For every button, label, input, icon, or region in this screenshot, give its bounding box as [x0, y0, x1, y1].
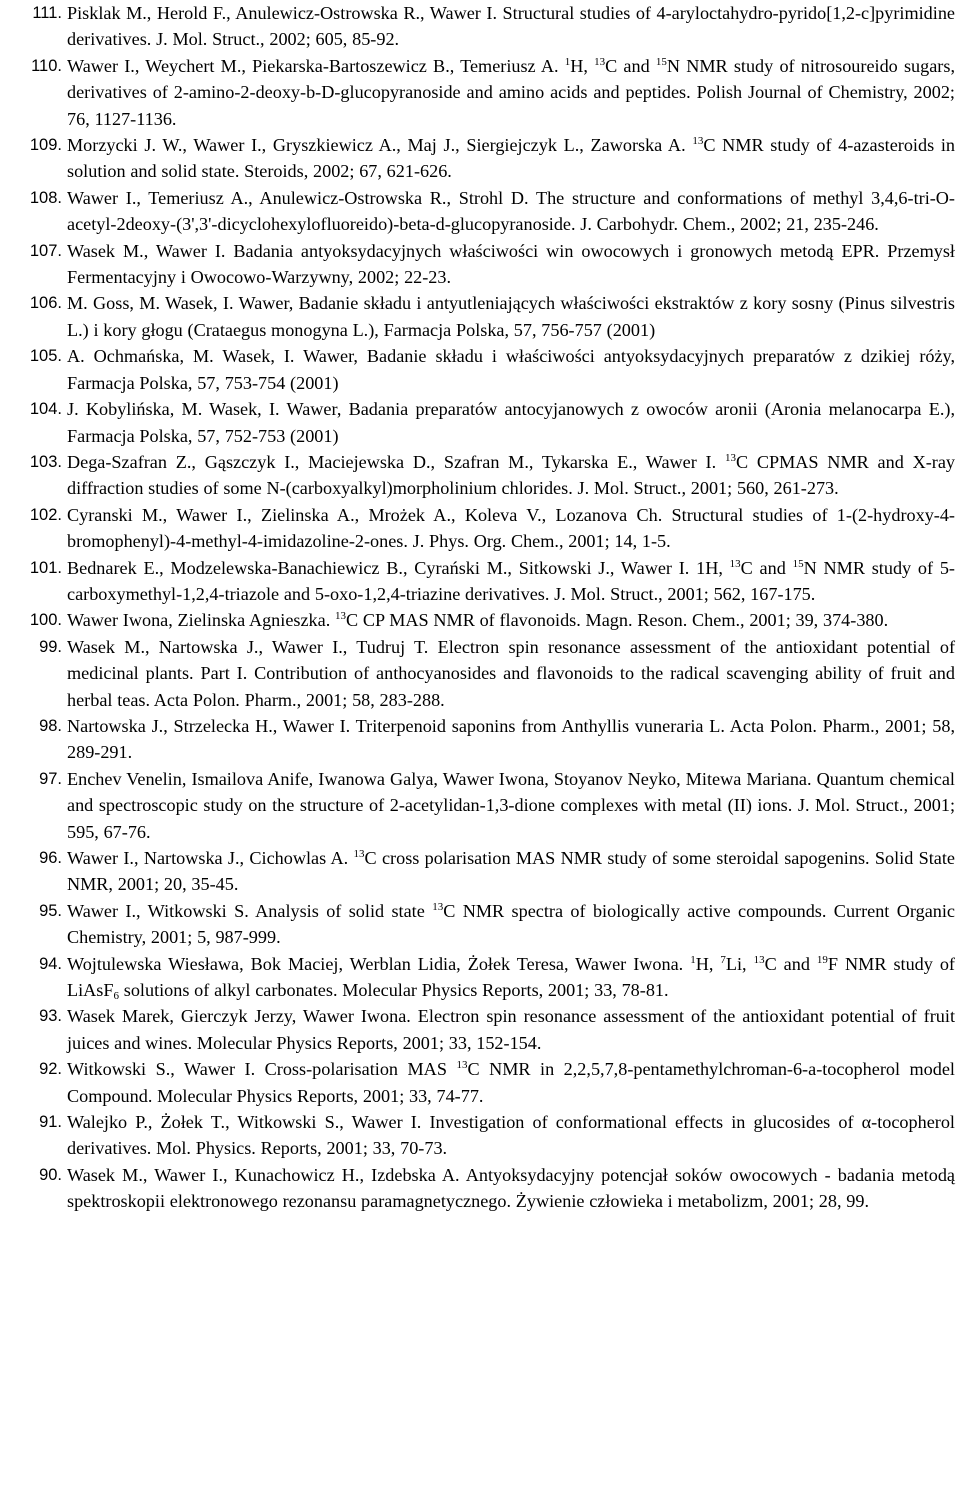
reference-text-segment: Li, — [725, 953, 754, 974]
isotope-superscript: 1 — [564, 55, 571, 68]
reference-number: 91. — [39, 1113, 62, 1132]
reference-text-segment: Enchev Venelin, Ismailova Anife, Iwanowa Galya, Wawer Iwona, Stoyanov Neyko, Mitewa Mariana. Quantum chemical and spectroscopic study on the structure of 2-acetylidan-1,3-dione complexes with metal (II) ions. J. Mol. Struct., 2001; 595, 67-76. — [67, 768, 955, 842]
reference-text — [67, 1056, 955, 1109]
reference-number: 104. — [29, 400, 62, 419]
reference-entry — [0, 713, 960, 766]
reference-entry — [0, 845, 960, 898]
isotope-superscript: 19 — [816, 953, 828, 966]
reference-text — [67, 1003, 955, 1056]
reference-number: 94. — [39, 954, 62, 973]
reference-text-segment: H, — [695, 953, 721, 974]
reference-text — [67, 132, 955, 185]
reference-text-segment: C cross polarisation MAS NMR study of some steroidal sapogenins. Solid State NMR, 2001; 20, 35-45. — [67, 848, 955, 895]
reference-entry — [0, 555, 960, 608]
reference-number: 110. — [31, 56, 62, 75]
reference-entry — [0, 898, 960, 951]
reference-text-segment: H, — [570, 55, 595, 76]
reference-text-segment: A. Ochmańska, M. Wasek, I. Wawer, Badanie składu i właściwości antyoksydacyjnych preparatów z dzikiej róży, Farmacja Polska, 57, 753-754 (2001) — [67, 346, 955, 393]
reference-text — [67, 53, 955, 132]
reference-text-segment: solutions of alkyl carbonates. Molecular Physics Reports, 2001; 33, 78-81. — [119, 980, 669, 1001]
isotope-superscript: 13 — [432, 900, 444, 913]
reference-text — [67, 290, 955, 343]
isotope-superscript: 1 — [690, 953, 696, 966]
isotope-superscript: 13 — [729, 557, 741, 570]
reference-text — [67, 951, 955, 1004]
reference-number: 101. — [29, 558, 62, 577]
isotope-superscript: 15 — [792, 557, 804, 570]
reference-text-segment: Walejko P., Żołek T., Witkowski S., Wawer I. Investigation of conformational effects in glucosides of α-tocopherol derivatives. Mol. Physics. Reports, 2001; 33, 70-73. — [67, 1112, 955, 1159]
reference-entry — [0, 185, 960, 238]
reference-text-segment: Wasek M., Wawer I., Kunachowicz H., Izdebska A. Antyoksydacyjny potencjał soków owocowych - badania metodą spektroskopii elektronowego rezonansu paramagnetycznego. Żywienie człowieka i metabolizm, 2001; 28, 99. — [67, 1164, 955, 1212]
reference-text-segment: Morzycki J. W., Wawer I., Gryszkiewicz A., Maj J., Siergiejczyk L., Zaworska A. — [67, 135, 693, 156]
reference-text — [67, 845, 955, 898]
reference-number: 105. — [29, 347, 62, 366]
reference-number: 99. — [39, 637, 62, 656]
reference-text-segment: Wawer Iwona, Zielinska Agnieszka. — [67, 610, 336, 631]
reference-number: 106. — [29, 294, 62, 313]
reference-text-segment: Witkowski S., Wawer I. Cross-polarisation MAS — [67, 1059, 457, 1080]
formula-subscript: 6 — [113, 990, 119, 1003]
reference-text — [67, 185, 955, 238]
reference-entry — [0, 634, 960, 713]
reference-text — [67, 396, 955, 449]
isotope-superscript: 13 — [753, 953, 765, 966]
reference-number: 102. — [29, 505, 62, 524]
reference-number: 98. — [39, 716, 62, 735]
reference-number: 107. — [29, 241, 62, 260]
isotope-superscript: 15 — [655, 55, 667, 68]
reference-text-segment: C NMR spectra of biologically active compounds. Current Organic Chemistry, 2001; 5, 987-999. — [67, 900, 955, 948]
reference-entry — [0, 1109, 960, 1162]
isotope-superscript: 13 — [692, 135, 704, 148]
reference-text-segment: Bednarek E., Modzelewska-Banachiewicz B., Cyrański M., Sitkowski J., Wawer I. 1H, — [67, 557, 730, 578]
reference-text-segment: Wawer I., Witkowski S. Analysis of solid state — [67, 900, 433, 921]
reference-number: 95. — [39, 901, 62, 920]
reference-entry — [0, 396, 960, 449]
reference-entry — [0, 951, 960, 1004]
reference-number: 90. — [39, 1165, 62, 1184]
reference-text-segment: N NMR study of nitrosoureido sugars, derivatives of 2-amino-2-deoxy-b-D-glucopyranoside and amino acids and peptides. Polish Journal of Chemistry, 2002; 76, 1127-1136. — [67, 55, 955, 129]
isotope-superscript: 7 — [720, 953, 726, 966]
reference-entry — [0, 1003, 960, 1056]
reference-text-segment: Dega-Szafran Z., Gąszczyk I., Maciejewska D., Szafran M., Tykarska E., Wawer I. — [67, 451, 725, 472]
reference-text-segment: Wasek M., Wawer I. Badania antyoksydacyjnych właściwości win owocowych i gronowych metodą EPR. Przemysł Fermentacyjny i Owocowo-Warzywny, 2002; 22-23. — [67, 240, 955, 288]
reference-text — [67, 1162, 955, 1215]
reference-text-segment: C and — [764, 953, 817, 974]
reference-text-segment: Nartowska J., Strzelecka H., Wawer I. Triterpenoid saponins from Anthyllis vuneraria L. Acta Polon. Pharm., 2001; 58, 289-291. — [67, 715, 955, 763]
reference-entry — [0, 0, 960, 53]
isotope-superscript: 13 — [456, 1059, 468, 1072]
reference-text — [67, 502, 955, 555]
reference-text-segment: C and — [605, 55, 656, 76]
reference-text-segment: J. Kobylińska, M. Wasek, I. Wawer, Badania preparatów antocyjanowych z owoców aronii (Aronia melanocarpa E.), Farmacja Polska, 57, 752-753 (2001) — [67, 399, 955, 446]
reference-number: 97. — [39, 769, 62, 788]
reference-entry — [0, 238, 960, 291]
reference-number: 100. — [29, 611, 62, 630]
reference-text-segment: C NMR in 2,2,5,7,8-pentamethylchroman-6-a-tocopherol model Compound. Molecular Physics Reports, 2001; 33, 74-77. — [67, 1059, 955, 1106]
isotope-superscript: 13 — [353, 848, 365, 860]
reference-entry — [0, 607, 960, 633]
reference-text-segment: Wawer I., Temeriusz A., Anulewicz-Ostrowska R., Strohl D. The structure and conformations of methyl 3,4,6-tri-O-acetyl-2deoxy-(3',3'-dicyclohexylofluoreido)-beta-d-glucopyranoside. J. Carbohydr. Chem., 2002; 21, 235-246. — [67, 187, 955, 235]
reference-text-segment: C NMR study of 4-azasteroids in solution and solid state. Steroids, 2002; 67, 621-626. — [67, 135, 955, 182]
reference-text — [67, 634, 955, 713]
reference-entry — [0, 343, 960, 396]
reference-text — [67, 238, 955, 291]
reference-text-segment: M. Goss, M. Wasek, I. Wawer, Badanie składu i antyutleniających właściwości ekstraktów z kory sosny (Pinus silvestris L.) i kory głogu (Crataegus monogyna L.), Farmacja Polska, 57, 756-757 (2001) — [67, 293, 955, 340]
reference-text-segment: Wawer I., Weychert M., Piekarska-Bartoszewicz B., Temeriusz A. — [67, 55, 565, 76]
reference-number: 111. — [32, 4, 62, 22]
reference-entry — [0, 53, 960, 132]
reference-number: 92. — [39, 1060, 62, 1079]
reference-text-segment: Wojtulewska Wiesława, Bok Maciej, Werblan Lidia, Żołek Teresa, Wawer Iwona. — [67, 953, 691, 974]
reference-text-segment: Pisklak M., Herold F., Anulewicz-Ostrowska R., Wawer I. Structural studies of 4-aryloctahydro-pyrido[1,2-c]pyrimidine derivatives. J. Mol. Struct., 2002; 605, 85-92. — [67, 3, 955, 50]
isotope-superscript: 13 — [724, 451, 736, 464]
reference-text-segment: Wasek M., Nartowska J., Wawer I., Tudruj T. Electron spin resonance assessment of the antioxidant potential of medicinal plants. Part I. Contribution of anthocyanosides and flavonoids to the radical scavenging ability of fruit and herbal teas. Acta Polon. Pharm., 2001; 58, 283-288. — [67, 636, 955, 710]
reference-text-segment: N NMR study of 5-carboxymethyl-1,2,4-triazole and 5-oxo-1,2,4-triazine derivatives. J. Mol. Struct., 2001; 562, 167-175. — [67, 557, 955, 604]
reference-text — [67, 1109, 955, 1162]
reference-entry — [0, 449, 960, 502]
isotope-superscript: 13 — [335, 610, 347, 623]
reference-text-segment: Wawer I., Nartowska J., Cichowlas A. — [67, 848, 354, 868]
reference-number: 96. — [39, 849, 62, 867]
reference-number: 93. — [39, 1007, 62, 1026]
reference-number: 108. — [29, 188, 62, 207]
reference-entry — [0, 132, 960, 185]
isotope-superscript: 13 — [594, 55, 606, 68]
reference-text — [67, 607, 955, 633]
reference-text-segment: C CPMAS NMR and X-ray diffraction studies of some N-(carboxyalkyl)morpholinium chlorides. J. Mol. Struct., 2001; 560, 261-273. — [67, 451, 955, 499]
reference-text-segment: Wasek Marek, Gierczyk Jerzy, Wawer Iwona. Electron spin resonance assessment of the antioxidant potential of fruit juices and wines. Molecular Physics Reports, 2001; 33, 152-154. — [67, 1006, 955, 1053]
reference-entry — [0, 290, 960, 343]
reference-text-segment: C and — [740, 557, 793, 578]
reference-entry — [0, 1162, 960, 1215]
reference-text — [67, 449, 955, 502]
reference-text — [67, 766, 955, 845]
reference-entry — [0, 502, 960, 555]
reference-text — [67, 898, 955, 951]
reference-entry — [0, 1056, 960, 1109]
reference-text-segment: C CP MAS NMR of flavonoids. Magn. Reson. Chem., 2001; 39, 374-380. — [346, 610, 889, 631]
reference-text — [67, 343, 955, 396]
reference-entry — [0, 766, 960, 845]
reference-text-segment: F NMR study of LiAsF — [67, 953, 955, 1001]
reference-text-segment: Cyranski M., Wawer I., Zielinska A., Mrożek A., Koleva V., Lozanova Ch. Structural studies of 1-(2-hydroxy-4-bromophenyl)-4-methyl-4-imidazoline-2-ones. J. Phys. Org. Chem., 2001; 14, 1-5. — [67, 504, 955, 552]
reference-text — [67, 555, 955, 608]
reference-text — [67, 0, 955, 53]
reference-number: 109. — [29, 136, 62, 155]
reference-number: 103. — [29, 452, 62, 471]
reference-text — [67, 713, 955, 766]
